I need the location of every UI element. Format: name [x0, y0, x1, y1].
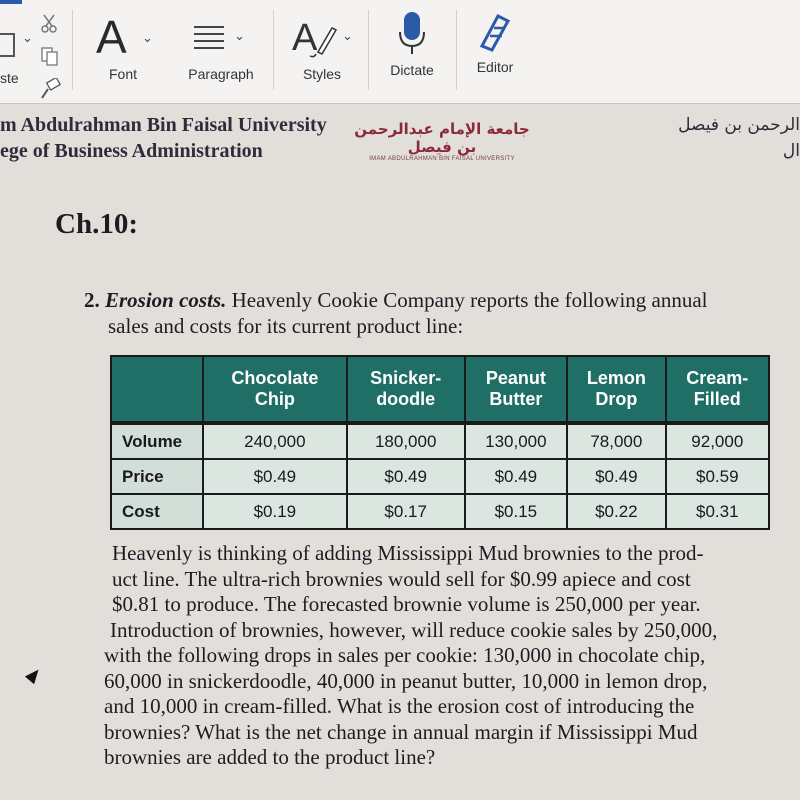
ribbon-divider [456, 10, 457, 90]
table-cell: $0.59 [666, 459, 769, 494]
font-label: Font [108, 66, 137, 82]
body-line: $0.81 to produce. The forecasted brownie volume is 250,000 per year. [112, 592, 701, 616]
university-line-1: m Abdulrahman Bin Faisal University [0, 114, 327, 136]
body-line: brownies are added to the product line? [104, 745, 436, 769]
paste-icon[interactable] [0, 30, 20, 60]
body-line: Heavenly is thinking of adding Mississippi Mud brownies to the prod- [112, 541, 704, 565]
font-chevron-icon: ⌄ [142, 30, 153, 45]
editor-icon [474, 12, 514, 52]
table-cell: 92,000 [666, 423, 769, 459]
styles-button[interactable] [280, 0, 364, 100]
arabic-line-1: الرحمن بن فيصل [678, 115, 800, 135]
editor-button[interactable] [460, 0, 530, 100]
copy-icon[interactable] [40, 46, 62, 66]
body-line: 60,000 in snickerdoodle, 40,000 in peanut butter, 10,000 in lemon drop, [104, 668, 708, 693]
university-line-2: ege of Business Administration [0, 140, 263, 162]
paragraph-button[interactable] [172, 0, 270, 100]
paste-group[interactable] [0, 0, 72, 100]
table-cell: 240,000 [203, 423, 347, 459]
paragraph-label: Paragraph [188, 66, 254, 82]
row-label: Cost [111, 494, 203, 529]
dictate-label: Dictate [390, 62, 434, 78]
microphone-icon [398, 12, 426, 56]
university-name-arabic [678, 112, 800, 164]
logo-english-text: IMAM ABDULRAHMAN BIN FAISAL UNIVERSITY [369, 156, 515, 162]
styles-chevron-icon: ⌄ [342, 28, 353, 43]
body-line: uct line. The ultra-rich brownies would sell for $0.99 apiece and cost [112, 566, 691, 591]
styles-label: Styles [302, 66, 342, 82]
problem-intro-line-1: Heavenly Cookie Company reports the following annual [226, 288, 708, 312]
body-line: with the following drops in sales per cookie: 130,000 in chocolate chip, [104, 643, 706, 667]
row-label: Volume [111, 423, 203, 459]
column-header: Lemon Drop [567, 356, 666, 423]
paste-label: ste [0, 70, 19, 86]
table-corner-cell [111, 356, 203, 423]
logo-arabic-text: جامعة الإمام عبدالرحمن بن فيصل [354, 120, 530, 156]
table-header-row [111, 356, 769, 423]
editor-label: Editor [476, 59, 514, 75]
body-line: and 10,000 in cream-filled. What is the erosion cost of introducing the [104, 694, 695, 718]
table-row [111, 459, 769, 494]
paste-chevron-icon[interactable]: ⌄ [22, 30, 33, 45]
column-header: Peanut Butter [465, 356, 567, 423]
font-icon: A [96, 11, 127, 63]
paragraph-chevron-icon: ⌄ [234, 28, 245, 43]
chapter-heading: Ch.10: [55, 208, 138, 240]
paragraph-icon [194, 24, 228, 50]
problem-term: Erosion costs. [105, 288, 227, 312]
column-header: Cream- Filled [666, 356, 769, 423]
word-ribbon [0, 0, 800, 104]
styles-icon [292, 14, 342, 58]
table-cell: $0.22 [567, 494, 666, 529]
table-cell: $0.49 [465, 459, 567, 494]
column-header: Chocolate Chip [203, 356, 347, 423]
table-cell: $0.49 [567, 459, 666, 494]
university-logo [352, 120, 532, 162]
product-table [110, 355, 770, 530]
table-cell: $0.17 [347, 494, 465, 529]
table-cell: $0.49 [203, 459, 347, 494]
table-cell: $0.49 [347, 459, 465, 494]
svg-text:A: A [292, 17, 318, 58]
problem-body [104, 541, 772, 771]
table-cell: 180,000 [347, 423, 465, 459]
problem-intro-line-2: sales and costs for its current product line: [108, 314, 464, 338]
table-cell: $0.15 [465, 494, 567, 529]
format-painter-icon[interactable] [38, 78, 62, 100]
cut-icon[interactable] [40, 14, 58, 34]
table-cell: 130,000 [465, 423, 567, 459]
university-name-english [0, 112, 327, 164]
row-label: Price [111, 459, 203, 494]
table-row [111, 494, 769, 529]
body-line: Introduction of brownies, however, will reduce cookie sales by 250,000, [110, 617, 718, 642]
font-button[interactable] [80, 0, 166, 100]
column-header: Snicker- doodle [347, 356, 465, 423]
ribbon-divider [273, 10, 274, 90]
table-cell: $0.19 [203, 494, 347, 529]
table-cell: $0.31 [666, 494, 769, 529]
body-line: brownies? What is the net change in annual margin if Mississippi Mud [104, 719, 698, 744]
table-row [111, 423, 769, 459]
ribbon-divider [368, 10, 369, 90]
problem-number: 2. [84, 288, 100, 312]
dictate-button[interactable] [372, 0, 452, 100]
table-cell: 78,000 [567, 423, 666, 459]
problem-intro [84, 287, 764, 339]
arabic-line-2: ال [782, 141, 800, 161]
ribbon-divider [72, 10, 73, 90]
